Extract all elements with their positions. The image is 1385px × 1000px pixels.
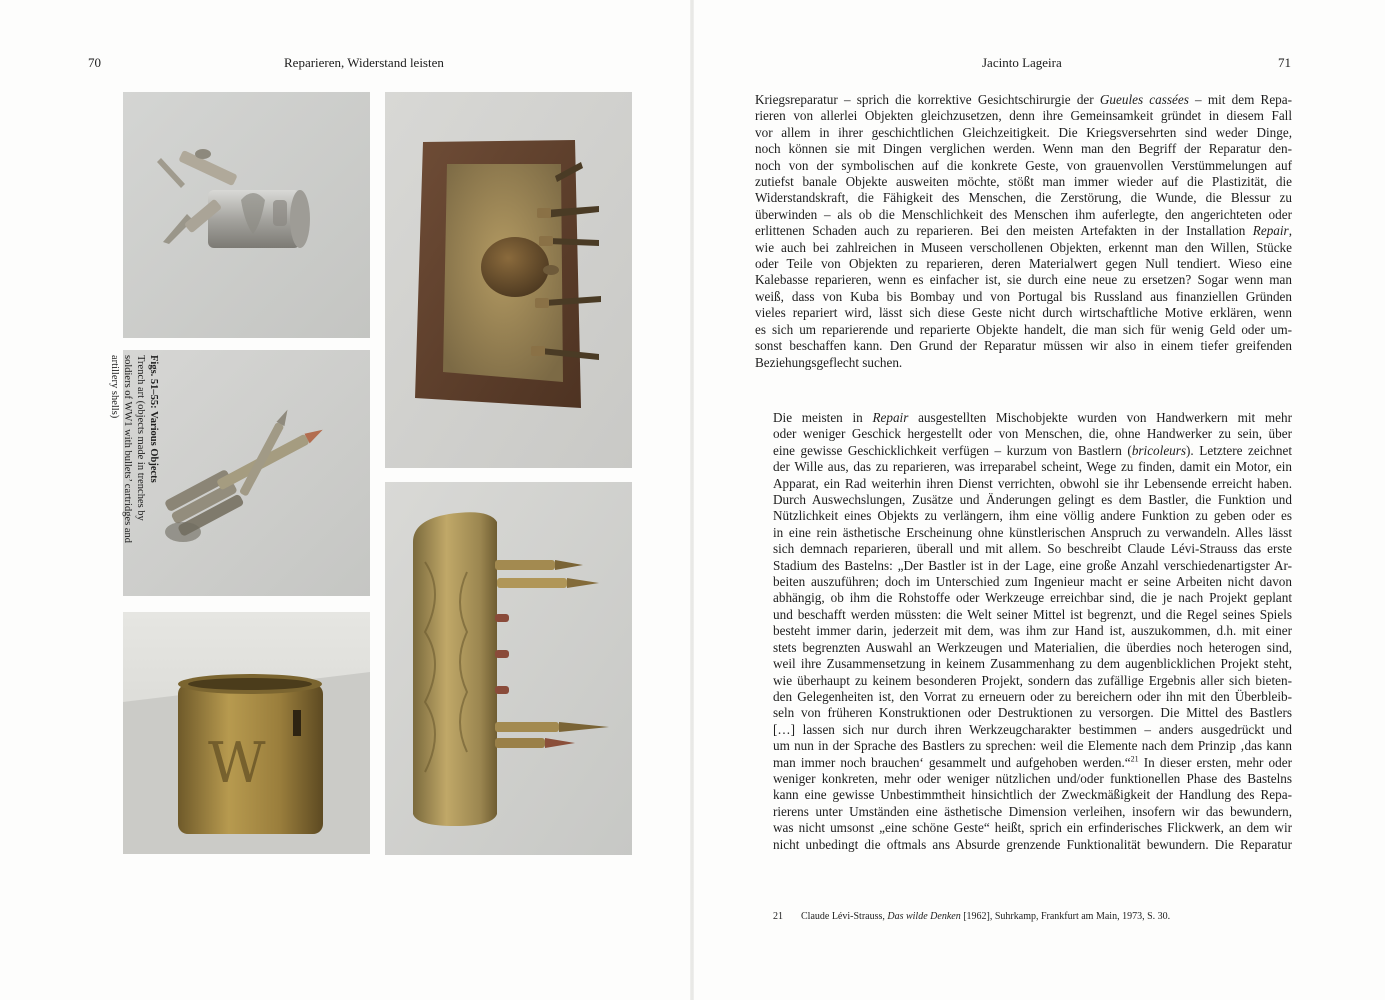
- paragraph-2: [755, 410, 1292, 853]
- text-line: Kriegsreparatur – sprich die korrektive Gesichtschirurgie der Gueules cassées – mit dem Repa-: [755, 92, 1293, 107]
- text-line: weniger konkreten, mehr oder weniger nützlichen und/oder funktionellen Phase des Bastelns: [773, 770, 1292, 786]
- photo-brass-money-box: [123, 612, 370, 854]
- text-line: nicht unbedingt die oftmals ans Absurde grenzende Funktionalität bewundern. Die Reparatur: [773, 836, 1292, 852]
- text-line: rierens unter Umständen eine ästhetische Dimension verleihen, insofern wir das bewundern,: [773, 803, 1292, 819]
- text-line: Durch Auswechslungen, Zusätze und Änderungen gelingt es dem Bastler, die Funktion und: [773, 492, 1292, 508]
- text-line: was nicht umsonst „eine schöne Geste“ heißt, sprich ein erfinderisches Flickwerk, an dem wir: [773, 820, 1292, 836]
- footnote-title: Das wilde Denken: [887, 911, 961, 922]
- footnote-number: 21: [773, 911, 783, 922]
- text-line: besteht immer darin, jederzeit mit dem, was ihm zur Hand ist, auszukommen, d.h. mit einer: [773, 623, 1292, 639]
- text-line: wie auch bei zahlreichen in Museen verschollenen Objekten, erkennt man den Willen, Stücke: [755, 239, 1292, 255]
- caption-text: Trench art (objects made in trenches by soldiers of WW1 with bullets’ cartridges and artillery shells): [109, 355, 146, 543]
- text-line: stets begrenzten Auswahl an Werkzeugen und Materialien, die überdies noch heterogen sind,: [773, 639, 1292, 655]
- text-line: Apparat, ein Rad weiterhin ihren Dienst verrichten, obwohl sie ihr Lebensende erreicht haben.: [773, 475, 1292, 491]
- footnote-text-after: [1962], Suhrkamp, Frankfurt am Main, 1973, S. 30.: [960, 911, 1171, 922]
- text-line: Kalebasse reparieren, wenn es einfacher ist, sie durch eine neue zu ersetzen? Sogar wenn man: [755, 272, 1292, 288]
- text-line: vor allem in ihrer geschichtlichen Gleichzeitigkeit. Die Kriegsversehrten sind weder Dinge,: [755, 124, 1292, 140]
- text-line: noch können sie mit Dingen verglichen werden. Wenn man den Begriff der Reparatur den-: [755, 141, 1292, 157]
- photo-wooden-plaque: [385, 92, 632, 468]
- footnote: [773, 911, 1170, 922]
- text-line: seln von früheren Konstruktionen oder Destruktionen zu versorgen. Die Mittel des Bastlers: [773, 705, 1292, 721]
- text-line: und beschafft werden müssten: die Welt seiner Mittel ist begrenzt, und die Regel seines Spiels: [773, 606, 1292, 622]
- text-line: wie überhaupt zu keinem besonderen Projekt, sondern das zufällige Ergebnis aller sich bieten-: [773, 672, 1292, 688]
- caption-title: Figs. 51–55: Various Objects: [148, 355, 159, 483]
- page-number-left: 70: [88, 55, 101, 70]
- text-line: überwinden – als ob die Menschlichkeit des Menschen ihm auferlegte, den angerichteten oder: [755, 206, 1292, 222]
- text-line: oder weniger Geschick hergestellt oder von Menschen, die, ohne Handwerker zu sein, über: [773, 426, 1292, 442]
- text-line: vieles repariert wird, lässt sich diese Geste nicht durch wirtschaftliche Motive erklären, wenn: [755, 305, 1292, 321]
- running-head-right: Jacinto Lageira: [982, 55, 1062, 70]
- text-line: noch von der symbolischen auf die konkrete Geste, von grauenvollen Verstümmelungen auf: [755, 157, 1292, 173]
- text-line: kann eine gewisse Unbestimmtheit hinsichtlich der Zweckmäßigkeit der Handlung des Repa-: [773, 787, 1292, 803]
- text-line: Beziehungsgeflecht suchen.: [755, 354, 903, 370]
- text-line: zutiefst banale Objekte ausweiten möchte, stößt man immer wieder auf die Plastizität, die: [755, 174, 1292, 190]
- text-line: rieren von allerlei Objekten gleichzusetzen, denn ihre Gemeinsamkeit gründet in diesem Fall: [755, 108, 1292, 124]
- text-line: weil ihre Zusammensetzung in keinem Zusammenhang zu dem augenblicklichen Projekt steht,: [773, 656, 1292, 672]
- text-line: eine gewisse Geschicklichkeit verfügen – kurzum von Bastlern (bricoleurs). Letztere zeichnet: [773, 442, 1292, 458]
- paragraph-1: [755, 92, 1292, 371]
- photo-engraved-shell: [385, 482, 632, 855]
- text-line: Stadium des Bastelns: „Der Bastler ist in der Lage, eine große Anzahl verschiedenartigster Ar-: [773, 557, 1292, 573]
- text-line: es sich um reparierende und reparierte Objekte handelt, die man sich für wenig Geld oder um-: [755, 321, 1292, 337]
- photo-bullet-bundle: [123, 350, 370, 596]
- text-line: abhängig, ob ihm die Rohstoffe oder Werkzeuge erreichbar sind, die je nach Projekt geplant: [773, 590, 1292, 606]
- book-gutter: [690, 0, 694, 1000]
- page-number-right: 71: [1278, 55, 1291, 70]
- text-line: den Gelegenheiten ist, den Vorrat zu erneuern oder zu bereichern oder ihn mit den Überbleib-: [773, 688, 1292, 704]
- text-line: Nützlichkeit eines Objekts zu verlängern, ihm eine völlig andere Funktion zu geben oder es: [773, 508, 1292, 524]
- text-line: weiß, dass von Kuba bis Bombay und von Portugal bis Russland aus finanziellen Gründen: [755, 288, 1292, 304]
- text-line: Die meisten in Repair ausgestellten Mischobjekte wurden von Handwerkern mit mehr: [773, 410, 1292, 425]
- svg-text:W: W: [208, 731, 266, 796]
- photo-shell-lighter: [123, 92, 370, 338]
- text-line: […] lassen sich nur durch ihren Werkzeugcharakter bestimmen – anders ausgedrückt und: [773, 721, 1292, 737]
- text-line: sonst beschaffen kann. Den Grund der Reparatur müssen wir also in einem tiefer greifenden: [755, 338, 1292, 354]
- footnote-text-before: Claude Lévi-Strauss,: [801, 911, 888, 922]
- text-line: sich demnach reparieren, überall und mit allem. So beschreibt Claude Lévi-Strauss das erste: [773, 541, 1292, 557]
- text-line: man immer noch brauchen‘ gesammelt und aufgehoben werden.“$^{21}$ In dieser ersten, mehr oder: [773, 754, 1292, 770]
- text-line: oder Teile von Objekten zu reparieren, deren Materialwert gegen Null tendiert. Wieso eine: [755, 256, 1292, 272]
- text-line: Widerstandskraft, die Fähigkeit des Menschen, die Zerstörung, die Wunde, die Blessur zu: [755, 190, 1292, 206]
- text-line: der Wille aus, das zu reparieren, was irreparabel scheint, Wege zu finden, damit ein Motor, ein: [773, 459, 1292, 475]
- text-line: erlittenen Schaden auch zu reparieren. Bei den meisten Artefakten in der Installation Repair,: [755, 223, 1292, 239]
- text-line: um nun in der Sprache des Bastlers zu sprechen: weil die Elemente nach dem Prinzip ‚das kann: [773, 738, 1292, 754]
- text-line: in eine rein ästhetische Erscheinung ohne künstlerischen Anspruch zu verwandeln. Alles lässt: [773, 524, 1292, 540]
- running-head-left: Reparieren, Widerstand leisten: [284, 55, 444, 70]
- text-line: beiten auszuführen; doch im Unterschied zum Ingenieur macht er seine Arbeiten nicht davon: [773, 574, 1292, 590]
- figure-caption: [110, 355, 160, 555]
